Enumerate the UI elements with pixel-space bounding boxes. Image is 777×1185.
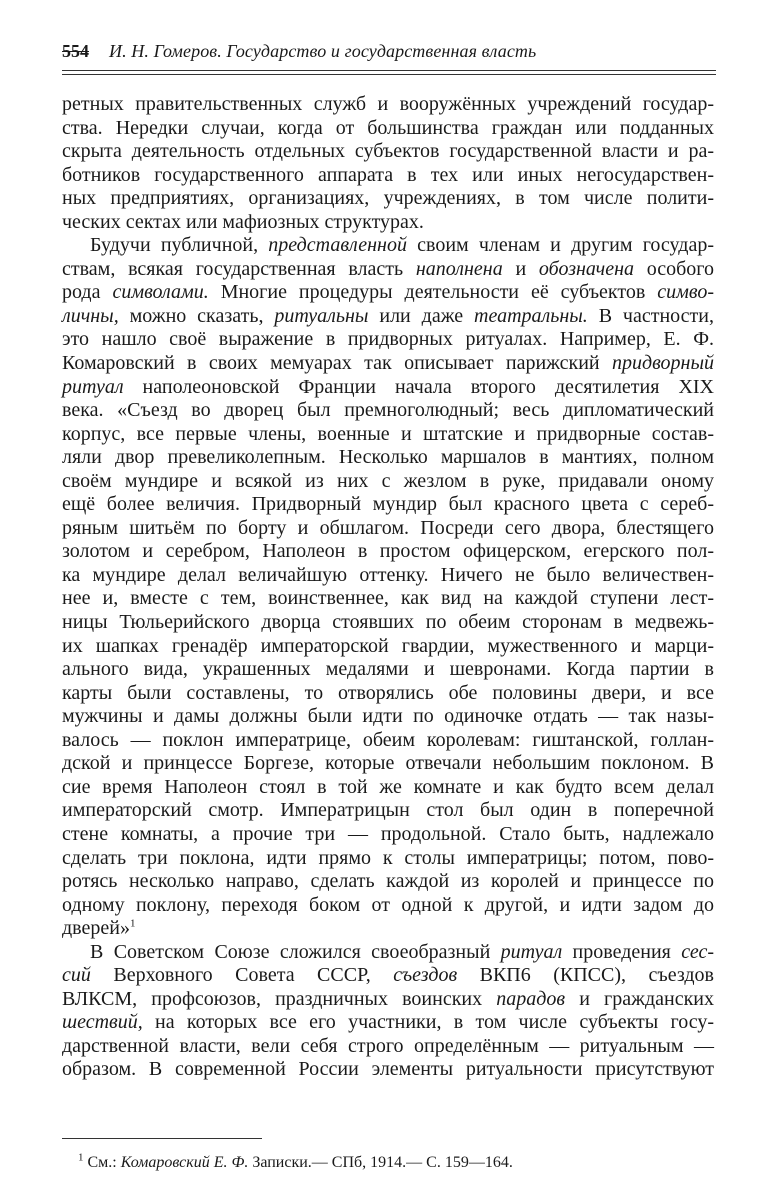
running-header [62, 40, 714, 62]
text-line: рода символами. Многие процедуры деятельности её субъектов симво- [62, 281, 714, 304]
text-line: одному поклону, переходя боком от одной к другой, и идти задом до [62, 893, 714, 916]
text-line: Будучи публичной, представленной своим членам и другим государ- [90, 234, 714, 257]
text-line: ритуал наполеоновской Франции начала второго десятилетия XIX [62, 375, 714, 398]
text-line: золотом и серебром, Наполеон в простом офицерском, егерского пол- [62, 540, 714, 563]
page-number: 554 [62, 41, 89, 61]
text-line: карты были составлены, то отворялись обе половины двери, и все [62, 681, 714, 704]
text-line: это нашло своё выражение в придворных ритуалах. Например, Е. Ф. [62, 328, 714, 351]
text-line: ницы Тюльерийского дворца стоявших по обеим сторонам в медвежь- [62, 611, 714, 634]
text-line: В Советском Союзе сложился своеобразный ритуал проведения сес- [90, 940, 714, 963]
text-line: их шапках гренадёр императорской гвардии, мужественного и марци- [62, 634, 714, 657]
text-line: Комаровский в своих мемуарах так описывает парижский придворный [62, 352, 714, 375]
text-line: императорский смотр. Императрицын стол был один в поперечной [62, 799, 714, 822]
footnote-ref: 1 [129, 917, 136, 930]
text-line: ка мундире делал величайшую оттенку. Ничего не было величествен- [62, 563, 714, 586]
text-line: корпус, все первые члены, военные и штатские и придворные состав- [62, 422, 714, 445]
text-line: скрыта деятельность отдельных субъектов государственной власти и ра- [62, 140, 714, 163]
text-line: шествий, на которых все его участники, в том числе субъекты госу- [62, 1011, 714, 1034]
body-text [62, 93, 714, 1082]
footnote-mark: 1 [78, 1151, 84, 1164]
text-line: дарственной власти, вели себя строго определённым — ритуальным — [62, 1034, 714, 1057]
text-line: ещё более величия. Придворный мундир был красного цвета с сереб- [62, 493, 714, 516]
text-line: нее и, вместе с тем, воинственнее, как вид на каждой ступени лест- [62, 587, 714, 610]
footnote: $^1$ См.: Комаровский Е. Ф. Записки.— СПб, 1914.— С. 159—164. [78, 1151, 513, 1171]
text-line: ротясь несколько направо, сделать каждой из королей и принцессе по [62, 870, 714, 893]
text-line: стене комнаты, а прочие три — продольной. Стало быть, надлежало [62, 822, 714, 845]
text-line: ВЛКСМ, профсоюзов, праздничных воинских парадов и гражданских [62, 987, 714, 1010]
text-line: ческих сектах или мафиозных структурах. [62, 210, 424, 233]
text-line: ства. Нередки случаи, когда от большинства граждан или подданных [62, 116, 714, 139]
text-line: дверей»$^1$ [62, 917, 136, 940]
text-line: личны, можно сказать, ритуальны или даже театральны. В частности, [62, 304, 714, 327]
text-line: мужчины и дамы должны были идти по одиночке отдать — так назы- [62, 705, 714, 728]
text-line: ных предприятиях, организациях, учреждениях, в том числе полити- [62, 187, 714, 210]
text-line: образом. В современной России элементы ритуальности присутствуют [62, 1058, 714, 1081]
text-line: ботников государственного аппарата в тех или иных негосударствен- [62, 163, 714, 186]
text-line: ствам, всякая государственная власть наполнена и обозначена особого [62, 257, 714, 280]
text-line: дской и принцессе Боргезе, которые отвечали небольшим поклоном. В [62, 752, 714, 775]
text-line: сделать три поклона, идти прямо к столы императрицы; потом, пово- [62, 846, 714, 869]
text-line: сий Верховного Совета СССР, съездов ВКП6 (КПСС), съездов [62, 964, 714, 987]
text-line: ретных правительственных служб и вооружённых учреждений государ- [62, 93, 714, 115]
text-line: ального вида, украшенных медалями и шевронами. Когда партии в [62, 658, 714, 681]
text-line: ряным шитьём по борту и обшлагом. Посреди сего двора, блестящего [62, 516, 714, 539]
text-line: сие время Наполеон стоял в той же комнате и как будто всем делал [62, 775, 714, 798]
footnote-author: Комаровский Е. Ф. [120, 1154, 249, 1171]
running-title: И. Н. Гомеров. Государство и государственная власть [109, 41, 537, 61]
text-line: своём мундире и всякой из них с жезлом в руке, придавали оному [62, 469, 714, 492]
text-line: ляли двор превеликолепным. Несколько маршалов в мантиях, полном [62, 446, 714, 469]
footnote-rule [62, 1138, 262, 1139]
text-line: века. «Съезд во дворец был премноголюдный; весь дипломатический [62, 399, 714, 422]
header-rule [62, 70, 716, 75]
text-line: валось — поклон императрице, обеим королевам: гиштанской, голлан- [62, 728, 714, 751]
